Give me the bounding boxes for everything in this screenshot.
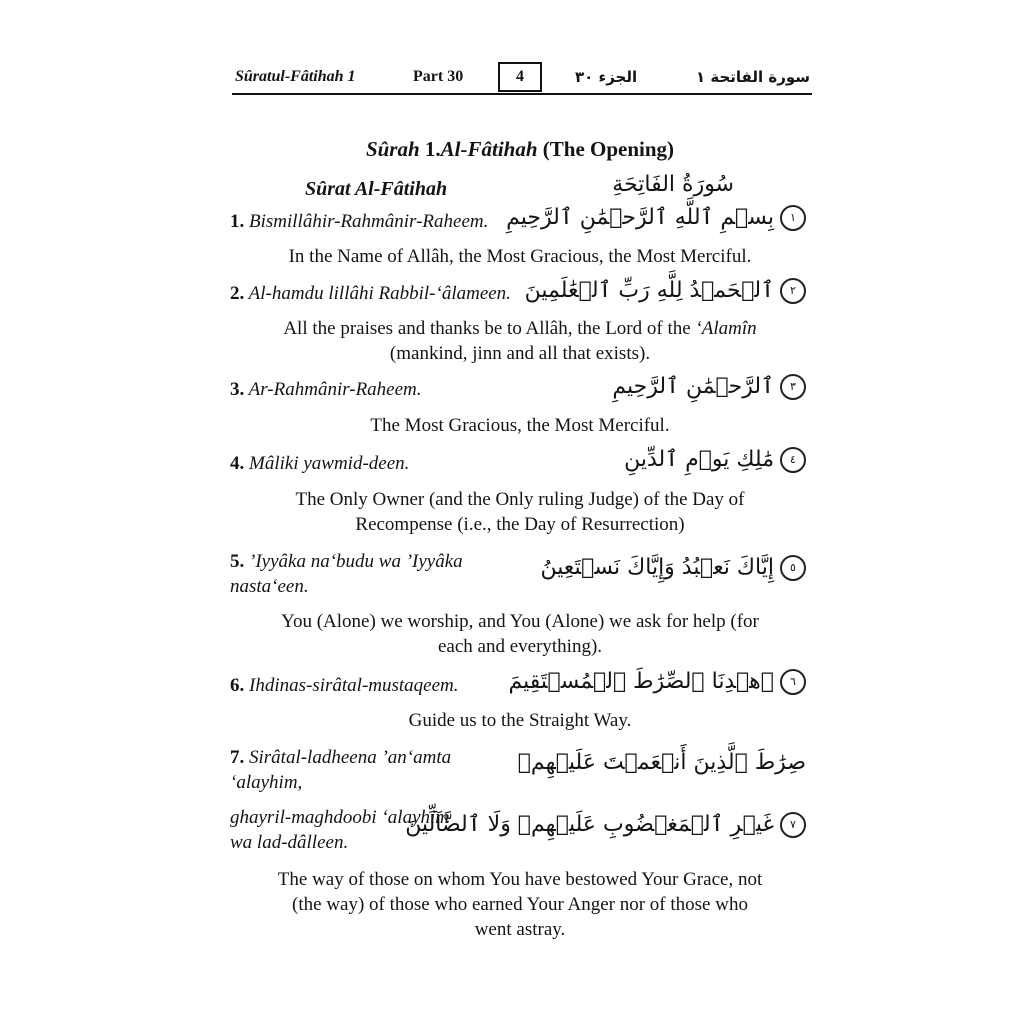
ayah-marker: ٤: [780, 447, 806, 473]
verse-5-translit-line: nasta‘een.: [230, 576, 309, 597]
verse-1-translit-text: Bismillâhir-Rahmânir-Raheem.: [249, 211, 489, 232]
verse-1-number: 1.: [230, 211, 245, 232]
verse-3-arabic-text: ٱلرَّحۡمَٰنِ ٱلرَّحِيمِ: [612, 374, 774, 399]
verse-4-meaning-line: Recompense (i.e., the Day of Resurrection): [355, 514, 685, 535]
ayah-marker: ٧: [780, 812, 806, 838]
verse-7-translit-line: Sirâtal-ladheena ’an‘amta: [249, 747, 452, 768]
page-number-box: 4: [498, 62, 542, 92]
verse-7-meaning-line: (the way) of those who earned Your Anger nor of those who: [292, 894, 748, 915]
title-english: (The Opening): [542, 137, 675, 161]
title-surah-word: Sûrah: [365, 137, 420, 161]
verse-5-arabic-text: إِيَّاكَ نَعۡبُدُ وَإِيَّاكَ نَسۡتَعِينُ: [540, 555, 774, 580]
verse-2-number: 2.: [230, 283, 245, 304]
verse-7-translit-line: ghayril-maghdoobi ‘alayhim: [230, 807, 450, 828]
verse-6-arabic-text: ٱهۡدِنَا ٱلصِّرَٰطَ ٱلۡمُسۡتَقِيمَ: [508, 669, 774, 694]
verse-7-translit-a: [230, 745, 451, 795]
verse-3-translit-text: Ar-Rahmânir-Raheem.: [248, 379, 422, 400]
verse-2-meaning-line: All the praises and thanks be to Allâh, the Lord of the: [283, 318, 691, 339]
verse-2-translit-text: Al-hamdu lillâhi Rabbil-‘âlameen.: [248, 283, 511, 304]
page-title: [230, 137, 810, 162]
verse-1-arabic: [506, 203, 806, 233]
verse-6-arabic: [508, 667, 806, 697]
verse-5-meaning-line: each and everything).: [437, 636, 603, 657]
verse-1-meaning: In the Name of Allâh, the Most Gracious, the Most Merciful.: [288, 246, 752, 267]
verse-7-meaning-line: The way of those on whom You have bestowed Your Grace, not: [277, 869, 763, 890]
verse-5-translit: [230, 549, 463, 599]
verse-2-meaning-italic: ‘Alamîn: [695, 318, 757, 339]
ayah-marker: ٥: [780, 555, 806, 581]
verse-4-translit: [230, 451, 409, 476]
verse-6-translit: [230, 673, 459, 698]
verse-6-meaning: Guide us to the Straight Way.: [408, 710, 632, 731]
verse-7-arabic-text: غَيۡرِ ٱلۡمَغۡضُوبِ عَلَيۡهِمۡ وَلَا ٱلضَّآلِّينَ: [405, 812, 774, 837]
verse-4-arabic-text: مَٰلِكِ يَوۡمِ ٱلدِّينِ: [624, 447, 774, 472]
verse-7-translit-line: ‘alayhim,: [230, 772, 303, 793]
verse-1-translit: [230, 209, 488, 234]
ayah-marker: ٦: [780, 669, 806, 695]
title-number: 1.: [424, 137, 441, 161]
ayah-marker: ٢: [780, 278, 806, 304]
verse-7-arabic-a: صِرَٰطَ ٱلَّذِينَ أَنۡعَمۡتَ عَلَيۡهِمۡ: [517, 750, 806, 775]
verse-2-translit: [230, 281, 511, 306]
verse-4-meaning-line: The Only Owner (and the Only ruling Judge) of the Day of: [295, 489, 745, 510]
verse-2-meaning-line: (mankind, jinn and all that exists).: [389, 343, 651, 364]
verse-5-translit-line: ’Iyyâka na‘budu wa ’Iyyâka: [249, 551, 463, 572]
header-part: Part 30: [413, 68, 464, 85]
title-name: Al-Fâtihah: [440, 137, 538, 161]
verse-5-meaning: [225, 609, 815, 659]
ayah-marker: ١: [780, 205, 806, 231]
verse-2-arabic: [525, 276, 806, 306]
verse-5-meaning-line: You (Alone) we worship, and You (Alone) we ask for help (for: [281, 611, 759, 632]
verse-4-translit-text: Mâliki yawmid-deen.: [249, 453, 410, 474]
header-rule: [232, 93, 812, 95]
running-header: [235, 62, 810, 92]
verse-4-number: 4.: [230, 453, 245, 474]
ayah-marker: ٣: [780, 374, 806, 400]
verse-4-meaning: [225, 487, 815, 537]
verse-6-translit-text: Ihdinas-sirâtal-mustaqeem.: [249, 675, 459, 696]
verse-5-number: 5.: [230, 551, 245, 572]
header-surah-arabic: سورة الفاتحة ١: [696, 68, 810, 86]
verse-3-number: 3.: [230, 379, 245, 400]
verse-7-number: 7.: [230, 747, 245, 768]
verse-6-number: 6.: [230, 675, 245, 696]
verse-7-arabic-b: [405, 810, 806, 840]
verse-2-meaning: [225, 316, 815, 366]
verse-3-translit: [230, 377, 422, 402]
header-juz-arabic: الجزء ٣٠: [575, 68, 638, 86]
verse-7-meaning-line: went astray.: [474, 919, 566, 940]
verse-2-arabic-text: ٱلۡحَمۡدُ لِلَّهِ رَبِّ ٱلۡعَٰلَمِينَ: [524, 278, 774, 303]
heading-arabic: سُورَةُ الفَاتِحَةِ: [612, 172, 734, 197]
heading-translit: Sûrat Al-Fâtihah: [305, 178, 448, 200]
verse-7-translit-line: wa lad-dâlleen.: [230, 832, 349, 853]
verse-1-arabic-text: بِسۡمِ ٱللَّهِ ٱلرَّحۡمَٰنِ ٱلرَّحِيمِ: [506, 205, 774, 230]
verse-4-arabic: [624, 445, 806, 475]
verse-3-meaning: The Most Gracious, the Most Merciful.: [370, 415, 670, 436]
header-surah-translit: Sûratul-Fâtihah 1: [235, 68, 356, 85]
verse-7-meaning: [225, 867, 815, 942]
verse-5-arabic: [541, 553, 806, 583]
verse-3-arabic: [612, 372, 806, 402]
